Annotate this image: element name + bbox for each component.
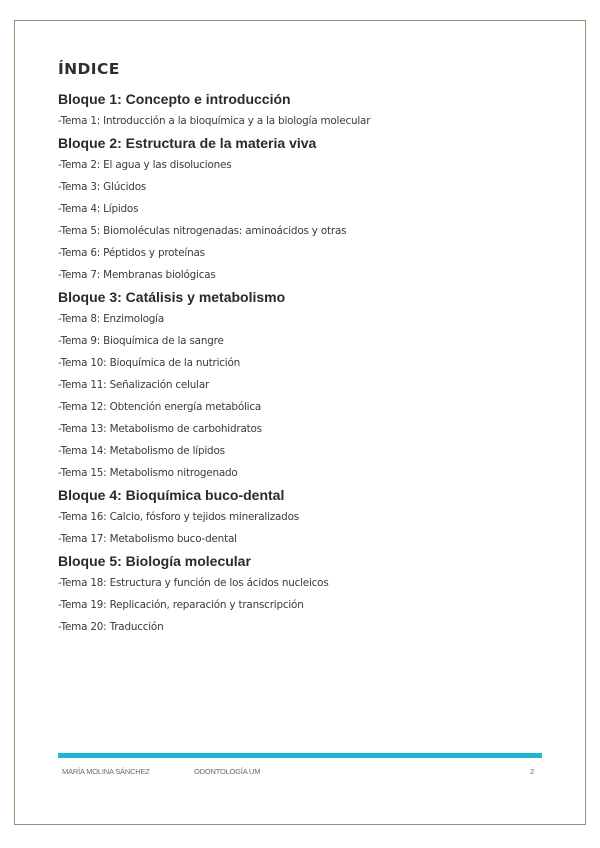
block-4 <box>58 484 548 550</box>
topic-item: -Tema 6: Péptidos y proteínas <box>58 247 205 259</box>
page-title: ÍNDICE <box>58 60 120 78</box>
block-heading: Bloque 2: Estructura de la materia viva <box>58 135 317 151</box>
block-heading: Bloque 1: Concepto e introducción <box>58 91 291 107</box>
footer-author: MARÍA MOLINA SÁNCHEZ <box>62 767 150 776</box>
topic-item: -Tema 18: Estructura y función de los ácidos nucleicos <box>58 577 329 589</box>
topic-item: -Tema 2: El agua y las disoluciones <box>58 159 232 171</box>
topic-item: -Tema 3: Glúcidos <box>58 181 147 193</box>
footer-subject: ODONTOLOGÍA UM <box>194 767 261 776</box>
index-content <box>58 58 548 638</box>
block-3 <box>58 286 548 484</box>
topic-item: -Tema 7: Membranas biológicas <box>58 269 216 281</box>
topic-item: -Tema 17: Metabolismo buco-dental <box>58 533 237 545</box>
topic-item: -Tema 20: Traducción <box>58 621 164 633</box>
footer-accent-bar <box>58 753 542 758</box>
block-2 <box>58 132 548 286</box>
block-5 <box>58 550 548 638</box>
topic-item: -Tema 8: Enzimología <box>58 313 165 325</box>
topic-item: -Tema 16: Calcio, fósforo y tejidos mineralizados <box>58 511 299 523</box>
topic-item: -Tema 1: Introducción a la bioquímica y a la biología molecular <box>58 115 371 127</box>
topic-item: -Tema 11: Señalización celular <box>58 379 210 391</box>
block-heading: Bloque 5: Biología molecular <box>58 553 251 569</box>
topic-item: -Tema 5: Biomoléculas nitrogenadas: aminoácidos y otras <box>58 225 347 237</box>
topic-item: -Tema 15: Metabolismo nitrogenado <box>58 467 238 479</box>
topic-item: -Tema 19: Replicación, reparación y transcripción <box>58 599 304 611</box>
page-footer <box>62 767 538 781</box>
page-number: 2 <box>530 767 534 776</box>
block-heading: Bloque 3: Catálisis y metabolismo <box>58 289 286 305</box>
topic-item: -Tema 10: Bioquímica de la nutrición <box>58 357 241 369</box>
block-1 <box>58 88 548 132</box>
topic-item: -Tema 9: Bioquímica de la sangre <box>58 335 224 347</box>
topic-item: -Tema 12: Obtención energía metabólica <box>58 401 262 413</box>
topic-item: -Tema 13: Metabolismo de carbohidratos <box>58 423 262 435</box>
block-heading: Bloque 4: Bioquímica buco-dental <box>58 487 285 503</box>
topic-item: -Tema 4: Lípidos <box>58 203 139 215</box>
topic-item: -Tema 14: Metabolismo de lípidos <box>58 445 225 457</box>
